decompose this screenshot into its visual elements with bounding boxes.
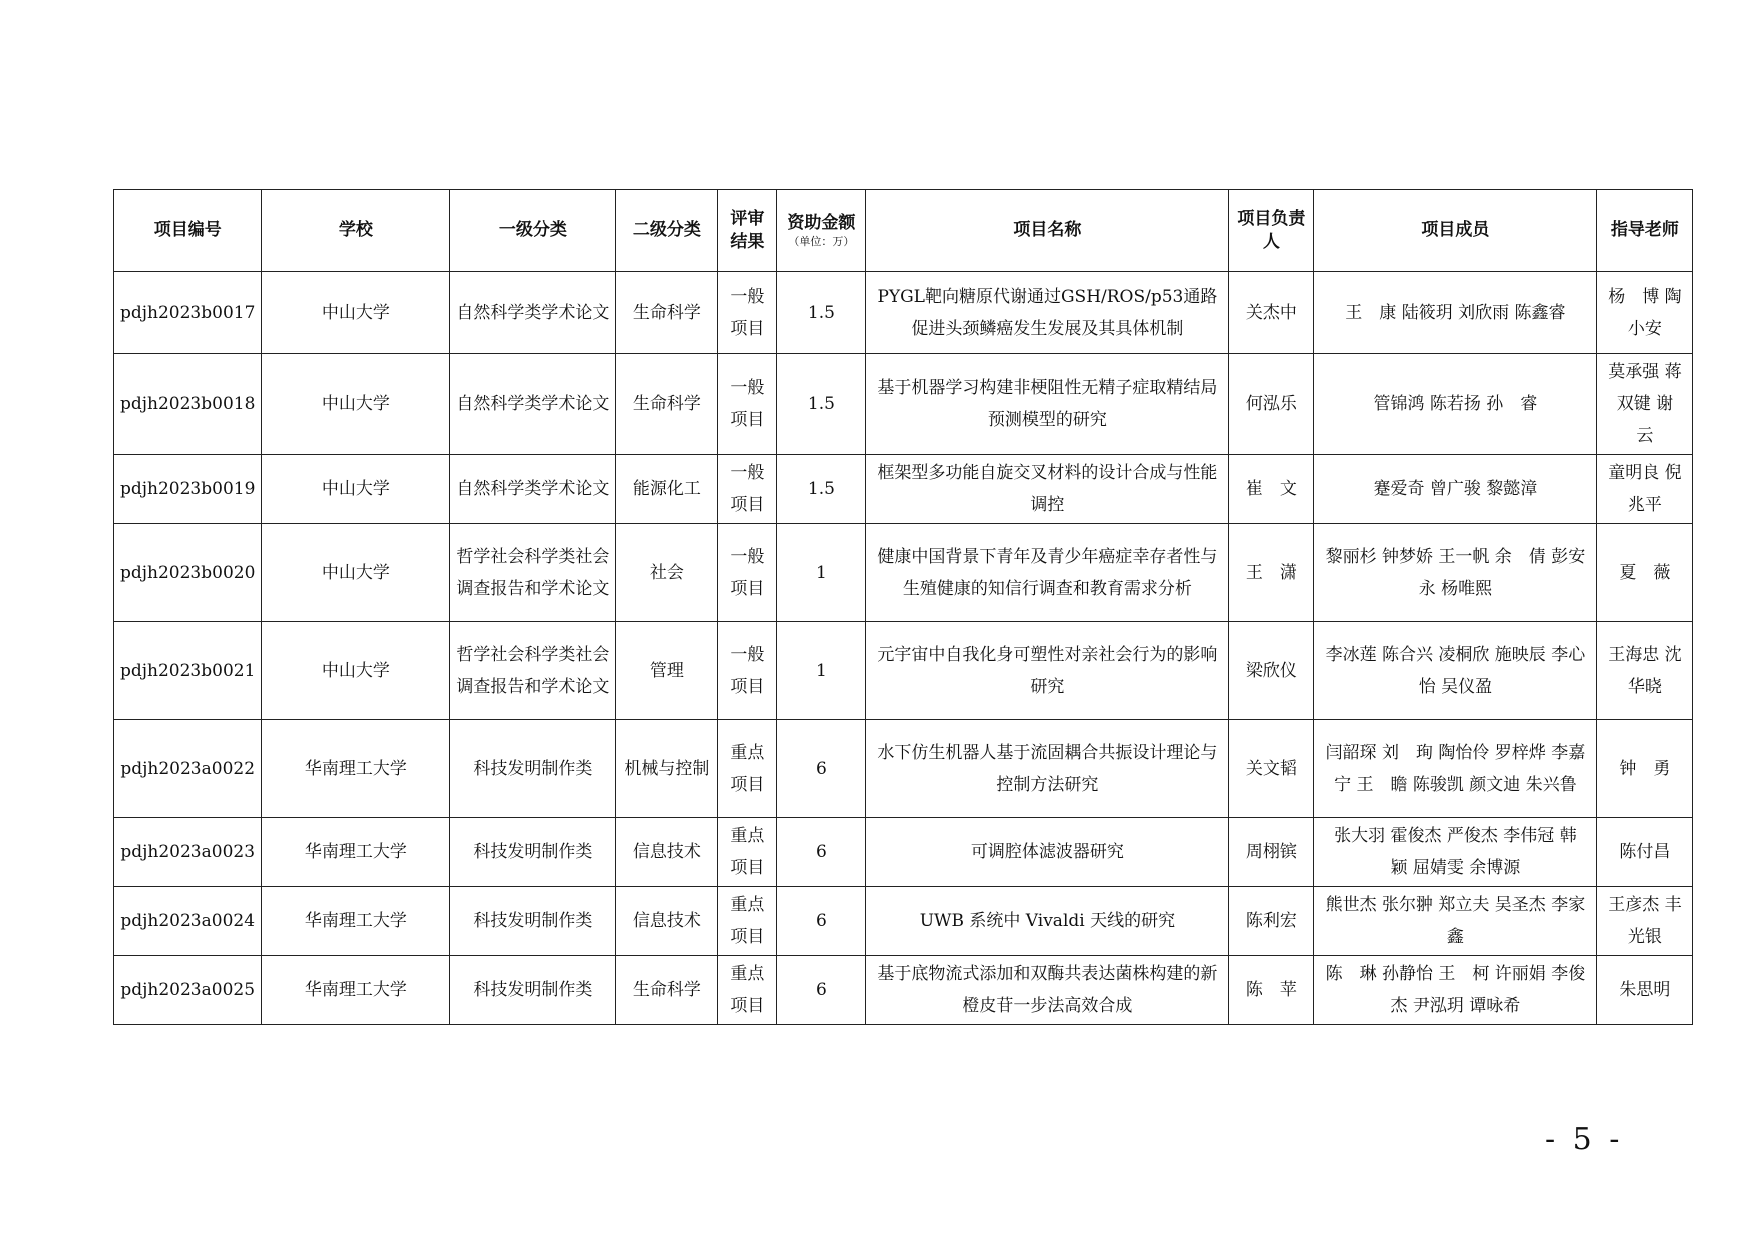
cell-id: pdjh2023b0018 (114, 354, 262, 455)
table-row (114, 720, 1693, 818)
cell-id: pdjh2023b0019 (114, 455, 262, 524)
cell-members: 王 康 陆筱玥 刘欣雨 陈鑫睿 (1314, 272, 1597, 354)
cell-cat2: 信息技术 (616, 818, 718, 887)
header-cat2: 二级分类 (616, 190, 718, 272)
table-row (114, 272, 1693, 354)
cell-amount: 1.5 (777, 272, 866, 354)
cell-school: 中山大学 (262, 272, 450, 354)
cell-id: pdjh2023b0020 (114, 524, 262, 622)
cell-school: 华南理工大学 (262, 956, 450, 1025)
cell-cat2: 能源化工 (616, 455, 718, 524)
cell-result: 重点项目 (718, 887, 777, 956)
table-row (114, 354, 1693, 455)
header-cat1: 一级分类 (450, 190, 616, 272)
header-amount-unit: （单位：万） (788, 235, 855, 248)
cell-advisor: 钟 勇 (1597, 720, 1693, 818)
cell-members: 蹇爱奇 曾广骏 黎懿漳 (1314, 455, 1597, 524)
cell-leader: 关杰中 (1229, 272, 1314, 354)
page-number: - 5 - (1545, 1122, 1624, 1157)
cell-amount: 6 (777, 720, 866, 818)
cell-amount: 6 (777, 887, 866, 956)
cell-cat2: 机械与控制 (616, 720, 718, 818)
header-members: 项目成员 (1314, 190, 1597, 272)
cell-amount: 6 (777, 956, 866, 1025)
header-amount (777, 190, 866, 272)
cell-advisor: 王彦杰 丰光银 (1597, 887, 1693, 956)
cell-school: 中山大学 (262, 622, 450, 720)
cell-cat1: 自然科学类学术论文 (450, 272, 616, 354)
cell-name: 基于底物流式添加和双酶共表达菌株构建的新橙皮苷一步法高效合成 (866, 956, 1229, 1025)
cell-result: 一般项目 (718, 622, 777, 720)
table-body (114, 272, 1693, 1025)
cell-id: pdjh2023b0017 (114, 272, 262, 354)
cell-advisor: 夏 薇 (1597, 524, 1693, 622)
cell-name: 健康中国背景下青年及青少年癌症幸存者性与生殖健康的知信行调查和教育需求分析 (866, 524, 1229, 622)
cell-advisor: 朱思明 (1597, 956, 1693, 1025)
table-row (114, 887, 1693, 956)
cell-cat2: 管理 (616, 622, 718, 720)
cell-cat1: 科技发明制作类 (450, 887, 616, 956)
cell-amount: 1.5 (777, 455, 866, 524)
table-row (114, 622, 1693, 720)
cell-id: pdjh2023a0025 (114, 956, 262, 1025)
cell-school: 中山大学 (262, 354, 450, 455)
cell-name: 基于机器学习构建非梗阻性无精子症取精结局预测模型的研究 (866, 354, 1229, 455)
cell-members: 闫韶琛 刘 珣 陶怡伶 罗梓烨 李嘉宁 王 瞻 陈骏凯 颜文迪 朱兴鲁 (1314, 720, 1597, 818)
cell-school: 中山大学 (262, 524, 450, 622)
cell-leader: 梁欣仪 (1229, 622, 1314, 720)
cell-cat2: 生命科学 (616, 354, 718, 455)
project-table (113, 189, 1693, 1025)
cell-name: 元宇宙中自我化身可塑性对亲社会行为的影响研究 (866, 622, 1229, 720)
cell-result: 重点项目 (718, 956, 777, 1025)
cell-leader: 陈利宏 (1229, 887, 1314, 956)
cell-members: 熊世杰 张尔翀 郑立夫 吴圣杰 李家鑫 (1314, 887, 1597, 956)
header-school: 学校 (262, 190, 450, 272)
cell-members: 管锦鸿 陈若扬 孙 睿 (1314, 354, 1597, 455)
table-row (114, 956, 1693, 1025)
header-id: 项目编号 (114, 190, 262, 272)
cell-result: 一般项目 (718, 272, 777, 354)
cell-cat1: 哲学社会科学类社会调查报告和学术论文 (450, 622, 616, 720)
cell-amount: 1 (777, 524, 866, 622)
cell-leader: 陈 苹 (1229, 956, 1314, 1025)
cell-amount: 1.5 (777, 354, 866, 455)
cell-leader: 崔 文 (1229, 455, 1314, 524)
header-advisor: 指导老师 (1597, 190, 1693, 272)
cell-members: 黎丽杉 钟梦娇 王一帆 余 倩 彭安永 杨唯熙 (1314, 524, 1597, 622)
cell-cat1: 科技发明制作类 (450, 956, 616, 1025)
header-name: 项目名称 (866, 190, 1229, 272)
cell-id: pdjh2023b0021 (114, 622, 262, 720)
cell-cat2: 信息技术 (616, 887, 718, 956)
cell-leader: 周栩镔 (1229, 818, 1314, 887)
cell-advisor: 陈付昌 (1597, 818, 1693, 887)
cell-amount: 1 (777, 622, 866, 720)
cell-cat1: 自然科学类学术论文 (450, 455, 616, 524)
cell-leader: 王 潇 (1229, 524, 1314, 622)
cell-result: 重点项目 (718, 720, 777, 818)
cell-amount: 6 (777, 818, 866, 887)
cell-cat1: 科技发明制作类 (450, 720, 616, 818)
header-row (114, 190, 1693, 272)
cell-cat1: 哲学社会科学类社会调查报告和学术论文 (450, 524, 616, 622)
cell-cat2: 生命科学 (616, 272, 718, 354)
cell-advisor: 杨 博 陶小安 (1597, 272, 1693, 354)
cell-advisor: 王海忠 沈华晓 (1597, 622, 1693, 720)
cell-school: 华南理工大学 (262, 887, 450, 956)
cell-name: 框架型多功能自旋交叉材料的设计合成与性能调控 (866, 455, 1229, 524)
cell-leader: 关文韬 (1229, 720, 1314, 818)
header-amount-label: 资助金额 (787, 213, 856, 233)
cell-result: 一般项目 (718, 524, 777, 622)
cell-id: pdjh2023a0022 (114, 720, 262, 818)
cell-name: PYGL靶向糖原代谢通过GSH/ROS/p53通路促进头颈鳞癌发生发展及其具体机制 (866, 272, 1229, 354)
table-row (114, 455, 1693, 524)
cell-members: 张大羽 霍俊杰 严俊杰 李伟冠 韩 颖 屈婧雯 余博源 (1314, 818, 1597, 887)
cell-members: 李冰莲 陈合兴 凌桐欣 施映辰 李心怡 吴仪盈 (1314, 622, 1597, 720)
cell-id: pdjh2023a0023 (114, 818, 262, 887)
cell-members: 陈 琳 孙静怡 王 柯 许丽娟 李俊杰 尹泓玥 谭咏希 (1314, 956, 1597, 1025)
cell-name: 可调腔体滤波器研究 (866, 818, 1229, 887)
cell-leader: 何泓乐 (1229, 354, 1314, 455)
cell-name: 水下仿生机器人基于流固耦合共振设计理论与控制方法研究 (866, 720, 1229, 818)
cell-id: pdjh2023a0024 (114, 887, 262, 956)
table-row (114, 524, 1693, 622)
cell-cat1: 科技发明制作类 (450, 818, 616, 887)
cell-school: 华南理工大学 (262, 818, 450, 887)
cell-school: 中山大学 (262, 455, 450, 524)
cell-advisor: 童明良 倪兆平 (1597, 455, 1693, 524)
table-row (114, 818, 1693, 887)
cell-advisor: 莫承强 蒋双键 谢 云 (1597, 354, 1693, 455)
cell-result: 一般项目 (718, 455, 777, 524)
cell-school: 华南理工大学 (262, 720, 450, 818)
cell-result: 重点项目 (718, 818, 777, 887)
header-leader: 项目负责人 (1229, 190, 1314, 272)
cell-cat2: 生命科学 (616, 956, 718, 1025)
header-result: 评审结果 (718, 190, 777, 272)
cell-result: 一般项目 (718, 354, 777, 455)
cell-cat2: 社会 (616, 524, 718, 622)
cell-name: UWB 系统中 Vivaldi 天线的研究 (866, 887, 1229, 956)
cell-cat1: 自然科学类学术论文 (450, 354, 616, 455)
